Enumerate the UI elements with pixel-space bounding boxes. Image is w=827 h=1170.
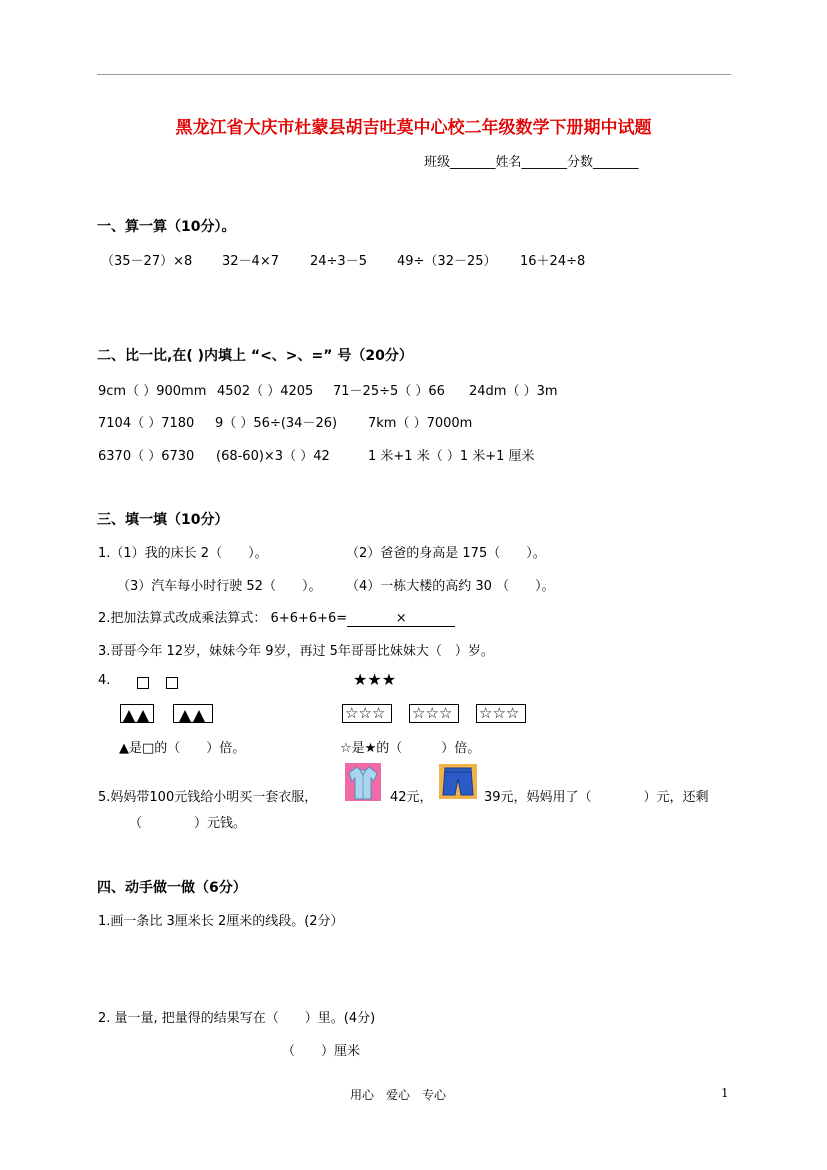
calc-item: 24÷3－5 (310, 254, 367, 269)
compare-item: 71－25÷5（ ）66 (333, 384, 445, 399)
page-title: 黑龙江省大庆市杜蒙县胡吉吐莫中心校二年级数学下册期中试题 (175, 118, 652, 138)
triangle-group-frame (120, 704, 154, 723)
fill-question: 1.（1）我的床长 2（ ）。 (98, 546, 268, 561)
page-number: 1 (721, 1086, 729, 1100)
outline-stars-group: ☆☆☆ (342, 704, 392, 723)
shirt-icon (345, 763, 381, 801)
fill-question: （3）汽车每小时行驶 52（ ）。 (117, 579, 322, 594)
question-number: 4. (98, 673, 111, 688)
pants-price-and-question: 39元，妈妈用了（ ）元，还剩 (484, 790, 709, 805)
compare-item: 9cm（ ）900mm (98, 384, 207, 399)
section1-heading: 一、算一算（10分）。 (97, 219, 236, 235)
fill-question: （2）爸爸的身高是 175（ ）。 (346, 546, 546, 561)
calc-item: 49÷（32－25） (397, 254, 497, 269)
measure-answer-blank: （ ）厘米 (282, 1044, 361, 1059)
calc-item: 16＋24÷8 (520, 254, 586, 269)
compare-item: 7104（ ）7180 (98, 416, 195, 431)
age-question: 3.哥哥今年 12岁，妹妹今年 9岁，再过 5年哥哥比妹妹大（ ）岁。 (98, 644, 494, 659)
compare-item: 7km（ ）7000m (368, 416, 473, 431)
draw-question: 1.画一条比 3厘米长 2厘米的线段。(2分） (98, 914, 344, 929)
shopping-question: 5.妈妈带100元钱给小明买一套衣服， (98, 790, 318, 805)
calc-item: 32－4×7 (222, 254, 279, 269)
compare-item: 4502（ ）4205 (217, 384, 314, 399)
square-shape (166, 673, 178, 692)
shopping-question-remaining: （ ）元钱。 (129, 816, 247, 831)
section4-heading: 四、动手做一做（6分） (97, 880, 247, 896)
outline-stars-group: ☆☆☆ (476, 704, 526, 723)
section3-heading: 三、填一填（10分） (97, 512, 229, 528)
triangle-ratio-question: ▲是□的（ ）倍。 (119, 741, 246, 756)
triangle-shape (193, 710, 205, 722)
triangle-group-frame (173, 704, 213, 723)
section2-heading: 二、比一比,在( )内填上 “<、>、=” 号（20分） (97, 348, 413, 364)
measure-question: 2. 量一量, 把量得的结果写在（ ）里。(4分) (98, 1011, 376, 1026)
triangle-shape (179, 710, 191, 722)
pants-icon (439, 764, 477, 799)
fill-question: （4）一栋大楼的高约 30 （ ）。 (346, 579, 555, 594)
square-shape (137, 673, 149, 692)
compare-item: 1 米+1 米（ ）1 米+1 厘米 (368, 449, 535, 464)
footer-motto: 用心 爱心 专心 (350, 1088, 447, 1102)
multiply-answer-blank: × (347, 611, 455, 627)
student-info-line: 班级_______姓名_______分数_______ (424, 155, 639, 170)
triangle-shape (137, 710, 149, 722)
shirt-price: 42元， (390, 790, 433, 805)
header-rule (97, 74, 731, 75)
star-ratio-question: ☆是★的（ ）倍。 (340, 741, 481, 756)
multiply-prompt: 2.把加法算式改成乘法算式： 6+6+6+6= (98, 611, 348, 626)
compare-item: 6370（ ）6730 (98, 449, 195, 464)
compare-item: 9（ ）56÷(34－26) (215, 416, 338, 431)
calc-item: （35－27）×8 (101, 254, 193, 269)
triangle-shape (123, 710, 135, 722)
compare-item: (68-60)×3（ ）42 (216, 449, 330, 464)
compare-item: 24dm（ ）3m (469, 384, 558, 399)
filled-stars: ★★★ (353, 670, 397, 689)
multiply-question (98, 607, 455, 627)
outline-stars-group: ☆☆☆ (409, 704, 459, 723)
